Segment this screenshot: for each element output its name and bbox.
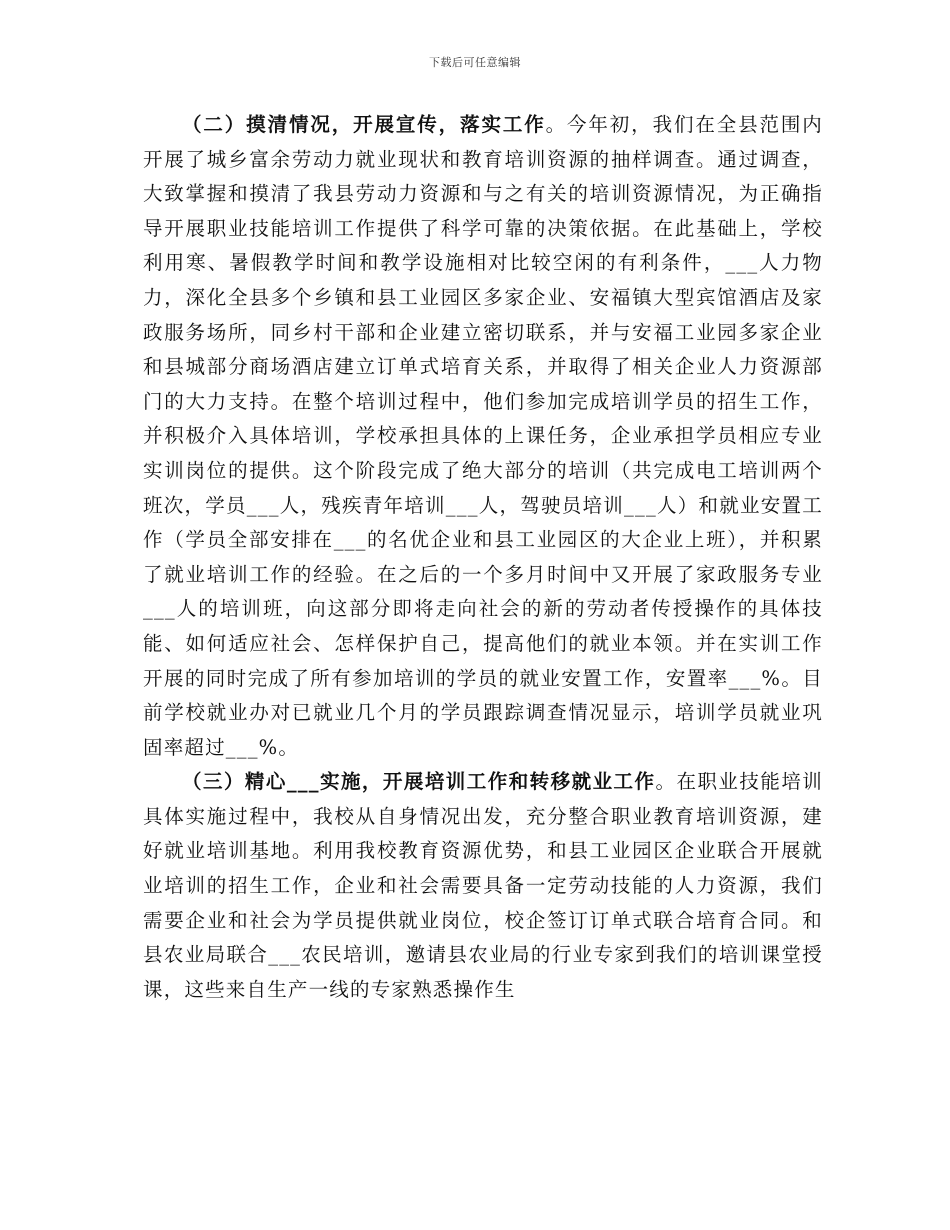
document-body xyxy=(143,108,823,1007)
paragraph-section-2 xyxy=(143,108,823,765)
paragraph-text: 。今年初，我们在全县范围内开展了城乡富余劳动力就业现状和教育培训资源的抽样调查。通过调查，大致掌握和摸清了我县劳动力资源和与之有关的培训资源情况，为正确指导开展职业技能培训工作提供了科学可靠的决策依据。在此基础上，学校利用寒、暑假教学时间和教学设施相对比较空闲的有利条件，___人力物力，深化全县多个乡镇和县工业园区多家企业、安福镇大型宾馆酒店及家政服务场所，同乡村干部和企业建立密切联系，并与安福工业园多家企业和县城部分商场酒店建立订单式培育关系，并取得了相关企业人力资源部门的大力支持。在整个培训过程中，他们参加完成培训学员的招生工作，并积极介入具体培训，学校承担具体的上课任务，企业承担学员相应专业实训岗位的提供。这个阶段完成了绝大部分的培训（共完成电工培训两个班次，学员___人，残疾青年培训___人，驾驶员培训___人）和就业安置工作（学员全部安排在___的名优企业和县工业园区的大企业上班），并积累了就业培训工作的经验。在之后的一个多月时间中又开展了家政服务专业___人的培训班，向这部分即将走向社会的新的劳动者传授操作的具体技能、如何适应社会、怎样保护自己，提高他们的就业本领。并在实训工作开展的同时完成了所有参加培训的学员的就业安置工作，安置率___%。目前学校就业办对已就业几个月的学员跟踪调查情况显示，培训学员就业巩固率超过___%。 xyxy=(143,113,823,759)
section-heading: （二）摸清情况，开展宣传，落实工作 xyxy=(182,113,546,136)
paragraph-section-3 xyxy=(143,765,823,1007)
paragraph-text: 。在职业技能培训具体实施过程中，我校从自身情况出发，充分整合职业教育培训资源，建好就业培训基地。利用我校教育资源优势，和县工业园区企业联合开展就业培训的招生工作，企业和社会需要具备一定劳动技能的人力资源，我们需要企业和社会为学员提供就业岗位，校企签订订单式联合培育合同。和县农业局联合___农民培训，邀请县农业局的行业专家到我们的培训课堂授课，这些来自生产一线的专家熟悉操作生 xyxy=(143,770,823,1001)
page-header: 下载后可任意编辑 xyxy=(429,56,521,69)
section-heading: （三）精心___实施，开展培训工作和转移就业工作 xyxy=(182,770,656,794)
